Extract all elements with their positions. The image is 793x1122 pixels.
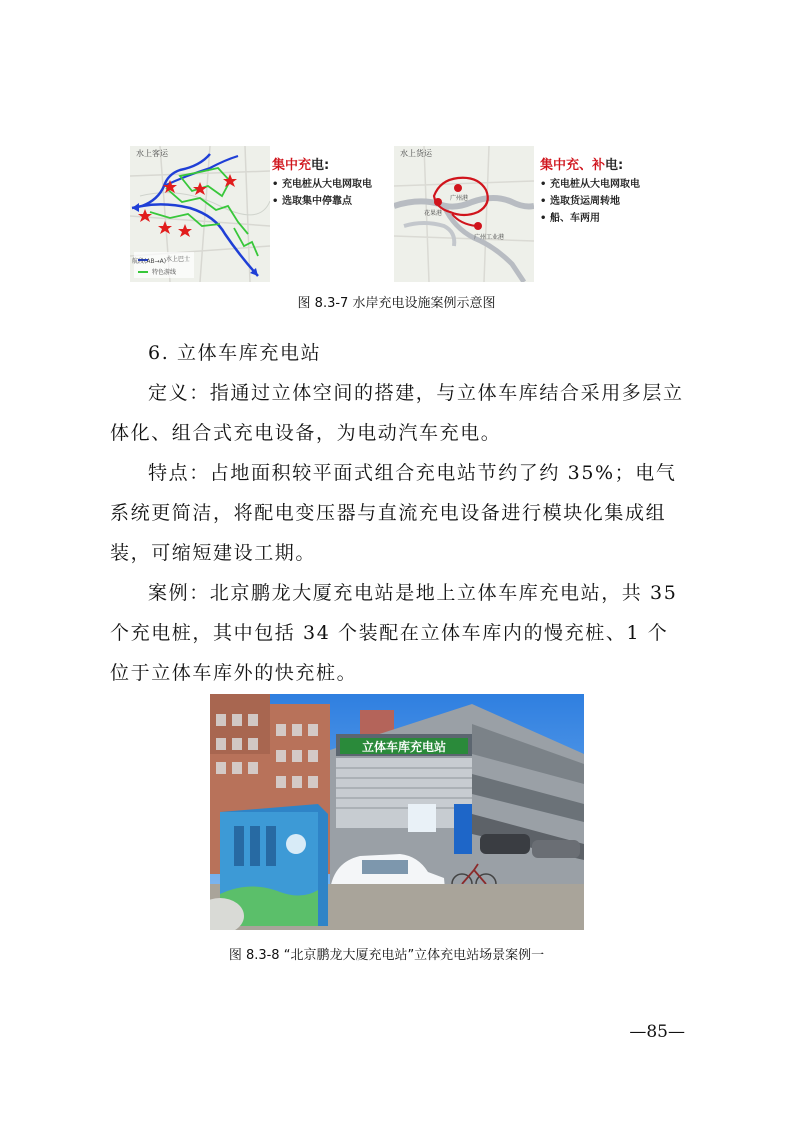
left-map-legend-2: 水上巴士 <box>166 256 191 263</box>
station-scene <box>210 694 584 930</box>
section-heading: 6. 立体车库充电站 <box>148 342 322 364</box>
features-paragraph: 特点：占地面积较平面式组合充电站节约了约 35%；电气系统更简洁，将配电变压器与直流充电设备进行模块化集成组装，可缩短建设工期。 <box>110 462 677 564</box>
left-legend <box>272 158 392 212</box>
left-legend-title-rest: 电: <box>311 158 330 173</box>
case-paragraph: 案例：北京鹏龙大厦充电站是地上立体车库充电站，共 35 个充电桩，其中包括 34 个装配在立体车库内的慢充桩、1 个位于立体车库外的快充桩。 <box>110 582 678 684</box>
left-map-top-label: 水上客运 <box>136 149 168 158</box>
right-legend-item: • 船、车两用 <box>540 213 600 224</box>
left-legend-title <box>272 158 392 174</box>
right-legend-item: • 充电桩从大电网取电 <box>540 179 640 190</box>
right-river-map <box>394 146 534 282</box>
right-legend-title-rest: 电: <box>605 158 624 173</box>
figure-caption-8-3-7: 图 8.3-7 水岸充电设施案例示意图 <box>297 296 496 311</box>
page-number: —85— <box>629 1022 685 1042</box>
left-map-legend-1: 航段(AB→A) <box>132 258 167 265</box>
charging-station-photo <box>210 694 584 930</box>
definition-paragraph: 定义：指通过立体空间的搭建，与立体车库结合采用多层立体化、组合式充电设备，为电动汽车充电。 <box>110 382 684 444</box>
right-legend <box>540 158 670 229</box>
right-legend-title-red: 集中充、补 <box>540 158 606 173</box>
figure-caption-8-3-8: 图 8.3-8 “北京鹏龙大厦充电站”立体充电站场景案例一 <box>228 948 545 963</box>
right-map-label-b: 广州港 <box>450 195 469 202</box>
station-sign: 立体车库充电站 <box>361 740 447 754</box>
left-legend-item: • 选取集中停靠点 <box>272 196 352 207</box>
left-legend-item: • 充电桩从大电网取电 <box>272 179 372 190</box>
right-legend-item: • 选取货运周转地 <box>540 196 620 207</box>
left-map-panel <box>130 146 270 282</box>
right-map-label-a: 花果港 <box>424 210 443 217</box>
right-map-top-label: 水上货运 <box>400 149 432 158</box>
left-legend-title-red: 集中充 <box>272 158 312 173</box>
left-map-legend-3: 特色游线 <box>152 269 177 276</box>
right-map-panel <box>394 146 534 282</box>
right-map-label-c: 广州工业港 <box>474 234 505 241</box>
right-legend-title <box>540 158 670 174</box>
